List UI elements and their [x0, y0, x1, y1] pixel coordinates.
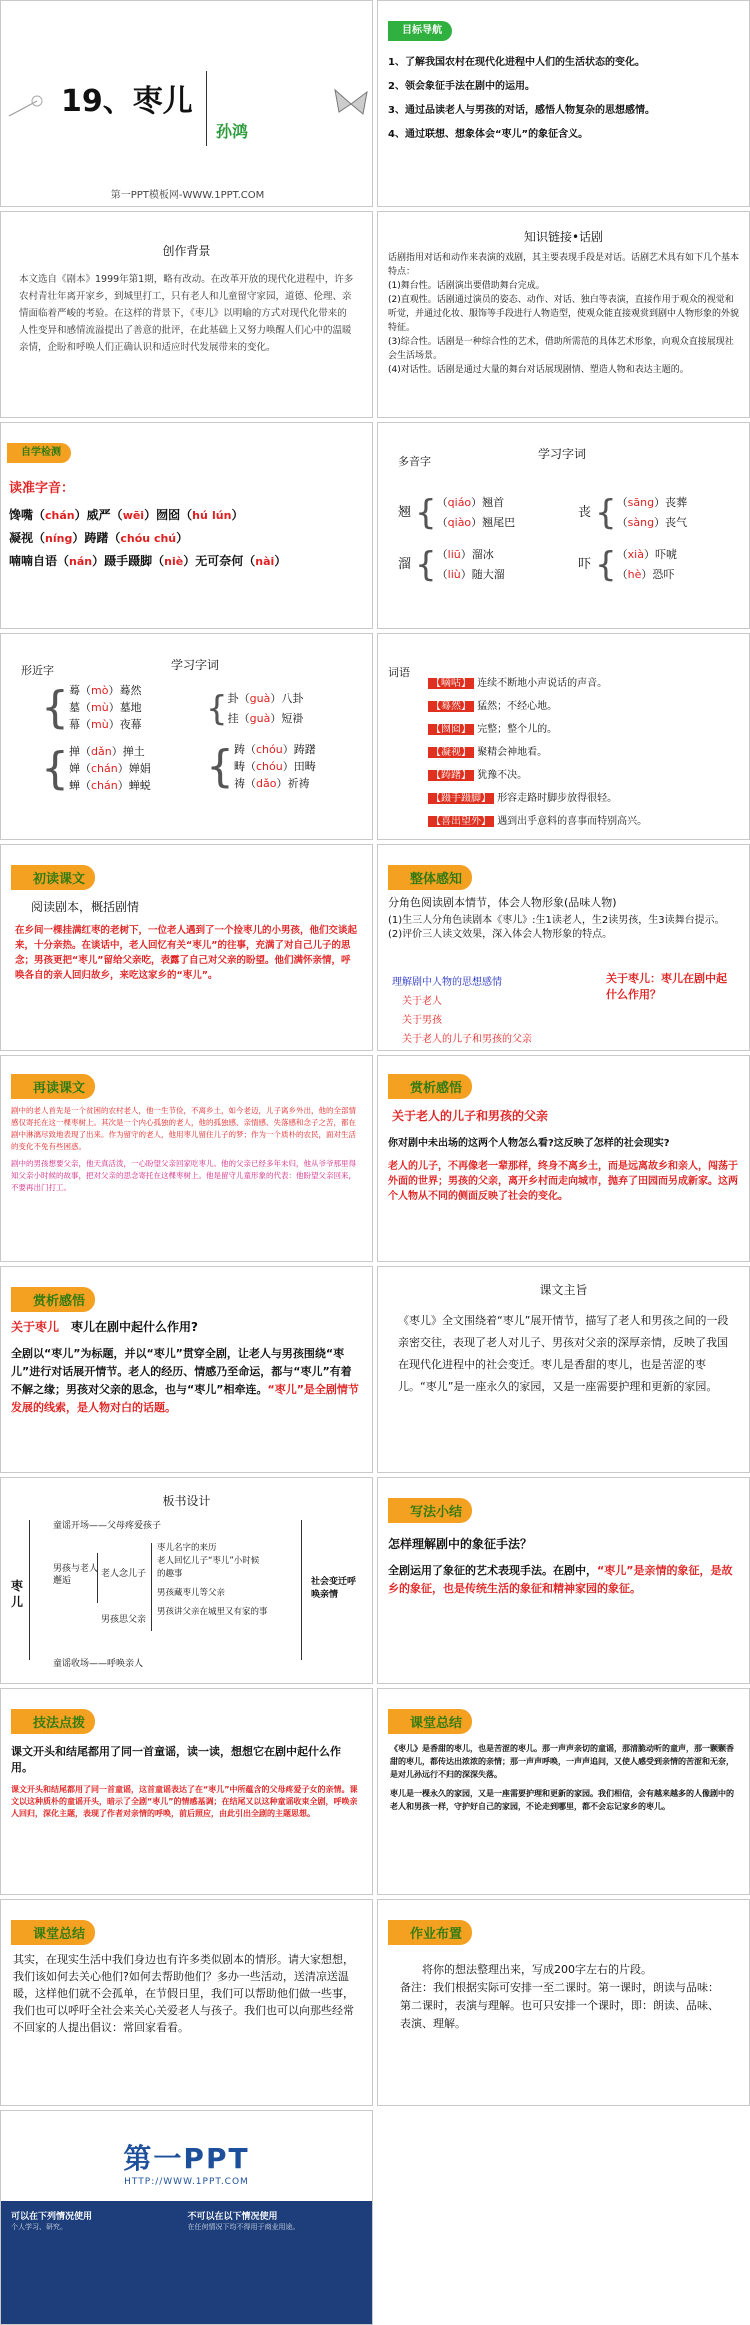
- slide-theme: [377, 1266, 750, 1473]
- jujube-answer: 全剧以“枣儿”为标题，并以“枣儿”贯穿全剧，让老人与男孩围绕“枣儿”进行对话展开情节。老人的经历、情感乃至命运，都与“枣儿”有着不解之缘；男孩对父亲的思念，也与“枣儿”相牵连。“枣儿”是全剧情节发展的线索，是人物对白的话题。: [11, 1347, 359, 1414]
- cannot-use-item: 在任何情况下均不得用于商业用途。: [187, 2223, 300, 2231]
- slide-footer-ppt: [0, 2110, 373, 2325]
- slide-second-reading: [0, 1055, 373, 1262]
- technique-answer: 课文开头和结尾都用了同一首童谣，这首童谣表达了在“枣儿”中所蕴含的父母疼爱子女的亲情。课文以这种质朴的童谣开头，暗示了全剧“枣儿”的情感基调；在结尾又以这种童谣收束全剧，呼唤亲人回归，深化主题，表现了作者对亲情的呼唤，前后照应，由此引出全剧的主题思想。: [11, 1785, 358, 1818]
- appreciation-question: 你对剧中未出场的这两个人物怎么看?这反映了怎样的社会现实?: [388, 1138, 670, 1149]
- second-reading-tag: 再读课文: [11, 1074, 95, 1099]
- word-meaning: 【嘀咕】 连续不断地小声说话的声音。: [428, 672, 647, 695]
- theme-title: 课文主旨: [539, 1283, 588, 1297]
- butterfly-icon: [331, 86, 371, 122]
- board-mid3: 男孩思父亲: [101, 1615, 147, 1625]
- poly-group: 翘 { （qiáo）翘首 （qiào）翘尾巴: [398, 493, 516, 533]
- poly-group: 溜 { （liū）溜冰 （liù）随大溜: [398, 545, 505, 585]
- appreciation-answer: 老人的儿子，不再像老一辈那样，终身不离乡土，而是远离故乡和亲人，闯荡于外面的世界；男孩的父亲，离开乡村而走向城市，抛弃了田园而另成新家。这两个人物从不同的侧面反映了社会的变化。: [388, 1161, 738, 1202]
- knowledge-intro: 话剧指用对话和动作来表演的戏剧，其主要表现手段是对话。话剧艺术具有如下几个基本特点：: [388, 253, 740, 277]
- slide-similar-chars: [0, 633, 373, 840]
- board-mid1: 男孩与老人邂逅: [53, 1564, 99, 1586]
- first-reading-tag: 初读课文: [11, 865, 95, 890]
- slide-drama-knowledge: [377, 211, 750, 418]
- goal-item: 3、通过品读老人与男孩的对话，感悟人物复杂的思想感情。: [388, 105, 655, 116]
- summary-para: 枣儿是一棵永久的家园，又是一座需要护理和更新的家园。我们相信，会有越来越多的人像剧中的老人和男孩一样，守护好自己的家园，不论走到哪里，都不会忘记家乡的枣儿。: [390, 1789, 734, 1811]
- slide-word-meanings: [377, 633, 750, 840]
- goal-item: 4、通过联想、想象体会“枣儿”的象征含义。: [388, 129, 589, 140]
- jujube-heading: 关于枣儿: [11, 1320, 60, 1334]
- char-group: { 蓦（mò）蓦然 墓（mù）墓地 幕（mù）夜幕: [41, 681, 142, 733]
- goals-tag: 目标导航: [388, 21, 452, 41]
- board-root: 枣儿: [11, 1579, 24, 1609]
- branch-jujube: 关于枣儿：枣儿在剧中起什么作用？: [606, 972, 727, 1001]
- goal-item: 1、了解我国农村在现代化进程中人们的生活状态的变化。: [388, 57, 645, 68]
- slide-goals: [377, 0, 750, 207]
- slide-background: [0, 211, 373, 418]
- slide-appreciation-1: [377, 1055, 750, 1262]
- can-use-title: 可以在下列情况使用: [11, 2212, 93, 2222]
- technique-tag: 技法点拨: [11, 1709, 95, 1734]
- goal-item: 2、领会象征手法在剧中的运用。: [388, 81, 535, 92]
- pronunciation-heading: 读准字音：: [9, 481, 75, 496]
- poly-group: 吓 { （xià）吓唬 （hè）恐吓: [578, 545, 677, 585]
- pinyin-row: 凝视（níng）踌躇（chóu chú）: [9, 531, 189, 545]
- ppt-url: HTTP://WWW.1PPT.COM: [124, 2177, 249, 2187]
- slide-appreciation-2: [0, 1266, 373, 1473]
- plot-summary: 在乡间一棵挂满红枣的老树下，一位老人遇到了一个捡枣儿的小男孩，他们交谈起来，十分亲热。在谈话中，老人回忆有关“枣儿”的往事，充满了对自己儿子的思念；男孩更把“枣儿”留给父亲吃，表露了自己对父亲的盼望。他们满怀亲情，呼唤各自的亲人回归故乡，来吃这家乡的“枣儿”。: [15, 925, 358, 981]
- board-leaf: 枣儿名字的来历: [157, 1543, 217, 1553]
- char-group: { 卦（guà）八卦 挂（guà）短褂: [206, 689, 304, 729]
- board-leaf: 老人回忆儿子“枣儿”小时候的趣事: [157, 1556, 260, 1579]
- polyphonic-label: 多音字: [398, 455, 431, 468]
- slide-technique: [0, 1688, 373, 1895]
- slide-polyphonic: [377, 422, 750, 629]
- overview-step: (2)评价三人读文效果，深入体会人物形象的特点。: [388, 929, 613, 940]
- pinyin-row: 馋嘴（chán）威严（wēi）囫囵（hú lún）: [9, 508, 244, 522]
- summary-para: 《枣儿》是香甜的枣儿，也是苦涩的枣儿。那一声声亲切的童谣，那清脆动听的童声，那一颗颗香甜的枣儿，都传达出浓浓的亲情；那一声声呼唤，一声声追问，又使人感受到亲情的苦涩和无奈，是对儿孙远行不归的深深失落。: [390, 1744, 734, 1779]
- slide-overview: [377, 844, 750, 1051]
- appreciation-tag: 赏析感悟: [11, 1287, 95, 1312]
- slide-blackboard: [0, 1477, 373, 1684]
- word-meaning: 【蓦然】 猛然；不经心地。: [428, 695, 647, 718]
- board-leaf: 男孩讲父亲在城里又有家的事: [157, 1607, 268, 1617]
- ppt-logo: 第一PPT: [123, 2142, 250, 2175]
- knowledge-point: (1)舞台性。话剧演出要借助舞台完成。: [388, 281, 545, 291]
- can-use-item: 个人学习、研究。: [11, 2223, 67, 2231]
- branch-old-man: 关于老人: [402, 996, 442, 1007]
- symbol-question: 怎样理解剧中的象征手法？: [388, 1537, 533, 1551]
- char-group: { 掸（dǎn）掸土 婵（chán）婵娟 蝉（chán）蝉蜕: [41, 742, 151, 794]
- background-title: 创作背景: [162, 244, 211, 258]
- boy-analysis: 剧中的男孩想要父亲，他天真活泼，一心盼望父亲回家吃枣儿。他的父亲已经多年未归，他从爷爷那里得知父亲小时候的故事，把对父亲的思念寄托在这棵枣树上。他是留守儿童形象的代表：他盼望父亲回来，不要再出门打工。: [11, 1159, 356, 1192]
- knowledge-point: (2)直观性。话剧通过演员的姿态、动作、对话、独白等表演，直接作用于观众的视觉和听觉，并通过化妆、服饰等手段进行人物造型，使观众能直接观赏到剧中人物形象的外貌特征。: [388, 295, 740, 333]
- slide-homework: [377, 1899, 750, 2106]
- char-group: { 踌（chóu）踌躇 畴（chóu）田畴 祷（dǎo）祈祷: [206, 740, 316, 792]
- board-leaf: 男孩藏枣儿等父亲: [157, 1588, 226, 1598]
- branch-boy: 关于男孩: [402, 1015, 442, 1026]
- word-meaning: 【凝视】 聚精会神地看。: [428, 741, 647, 764]
- technique-question: 课文开头和结尾都用了同一首童谣，读一读，想想它在剧中起什么作用。: [11, 1745, 341, 1774]
- appreciation-sub: 关于老人的儿子和男孩的父亲: [392, 1109, 549, 1123]
- similar-label: 形近字: [21, 664, 54, 677]
- vocab-title: 学习字词: [538, 447, 587, 461]
- dandelion-icon: [7, 91, 47, 121]
- summary-tag: 课堂总结: [388, 1709, 472, 1734]
- background-body: 本文选自《剧本》1999年第1期，略有改动。在改革开放的现代化进程中，许多农村青壮年离开家乡，到城里打工，只有老人和儿童留守家园，道德、伦理、亲情面临着严峻的考验。在这样的背景下，《枣儿》以明喻的方式对现代化带来的人性变异和感情流溢提出了善意的批评，在此基础上又努力唤醒人们心中的温暖亲情，企盼和呼唤人们正确认识和适应时代发展带来的变化。: [19, 274, 354, 353]
- branch-understand: 理解剧中人物的思想感情: [392, 977, 502, 988]
- board-right: 社会变迁呼唤亲情: [311, 1577, 357, 1600]
- self-test-tag: 自学检测: [7, 443, 71, 463]
- slide-blank: [377, 2110, 750, 2325]
- overview-tag: 整体感知: [388, 865, 472, 890]
- knowledge-point: (4)对话性。话剧是通过大量的舞台对话展现剧情、塑造人物和表达主题的。: [388, 365, 689, 375]
- word-meaning: 【囫囵】 完整；整个儿的。: [428, 718, 647, 741]
- appreciation-tag: 赏析感悟: [388, 1074, 472, 1099]
- theme-body: 《枣儿》全文围绕着“枣儿”展开情节，描写了老人和男孩之间的一段亲密交往，表现了老人对儿子、男孩对父亲的深厚亲情，反映了我国在现代化进程中的社会变迁。枣儿是香甜的枣儿，也是苦涩的枣儿。“枣儿”是一座永久的家园，又是一座需要护理和更新的家园。: [398, 1314, 729, 1393]
- jujube-question: 枣儿在剧中起什么作用?: [71, 1320, 198, 1334]
- slide-first-reading: [0, 844, 373, 1051]
- old-man-analysis: 剧中的老人首先是一个贫困的农村老人，他一生节俭，不离乡土，如今老迈，儿子离乡外出，他的全部情感仅寄托在这一棵枣树上。其次是一个内心孤独的老人，他的孤独感、亲情感、失落感和念子之苦，都在剧中淋漓尽致地表现了出来。作为留守的老人，他用枣儿留住儿子的梦；作为一个质朴的农民，面对生活的变化不免有些困惑。: [11, 1106, 356, 1151]
- poly-group: 丧 { （sāng）丧葬 （sàng）丧气: [578, 493, 688, 533]
- homework-tag: 作业布置: [388, 1920, 472, 1945]
- branch-son-father: 关于老人的儿子和男孩的父亲: [402, 1034, 532, 1045]
- board-mid2: 老人念儿子: [101, 1569, 147, 1579]
- word-meaning: 【喜出望外】 遇到出乎意料的喜事而特别高兴。: [428, 810, 647, 833]
- slide-self-test: [0, 422, 373, 629]
- first-reading-sub: 阅读剧本，概括剧情: [31, 900, 140, 914]
- blackboard-title: 板书设计: [162, 1494, 211, 1508]
- cannot-use-title: 不可以在以下情况使用: [187, 2212, 278, 2222]
- summary-tag: 课堂总结: [11, 1920, 95, 1945]
- author-name: 孙鸿: [216, 122, 249, 141]
- knowledge-title: 知识链接•话剧: [523, 230, 604, 244]
- homework-task: 将你的想法整理出来，写成200字左右的片段。: [422, 1963, 652, 1976]
- pinyin-row: 喃喃自语（nán）蹑手蹑脚（niè）无可奈何（nài）: [9, 554, 287, 568]
- board-top: 童谣开场——父母疼爱孩子: [53, 1521, 162, 1531]
- homework-note: 备注：我们根据实际可安排一至二课时。第一课时，朗读与品味：第二课时，表演与理解。也可只安排一个课时，即：朗读、品味、表演、理解。: [400, 1981, 719, 2030]
- summary-body: 其实，在现实生活中我们身边也有许多类似剧本的情形。请大家想想，我们该如何去关心他们?如何去帮助他们？多办一些活动，送清凉送温暖，这样他们就不会孤单，在节假日里，我们可以帮助他们做一些事，我们也可以呼吁全社会来关心关爱老人与孩子。我们也可以向那些经常不回家的人提出倡议：常回家看看。: [13, 1953, 354, 2034]
- writing-tag: 写法小结: [388, 1498, 472, 1523]
- slide-title: [0, 0, 373, 207]
- knowledge-point: (3)综合性。话剧是一种综合性的艺术，借助所需范的具体艺术形象，向观众直接展现社会生活场景。: [388, 337, 734, 361]
- overview-lead: 分角色阅读剧本情节，体会人物形象(品味人物): [388, 896, 617, 909]
- vocab-title: 学习字词: [171, 658, 220, 672]
- site-footer: 第一PPT模板网-WWW.1PPT.COM: [110, 190, 265, 201]
- word-meaning: 【蹑手蹑脚】 形容走路时脚步放得很轻。: [428, 787, 647, 810]
- slide-writing-summary: [377, 1477, 750, 1684]
- lesson-title: 19、枣儿: [61, 84, 193, 119]
- symbol-answer: 全剧运用了象征的艺术表现手法。在剧中，“枣儿”是亲情的象征，是故乡的象征，也是传统生活的象征和精神家园的象征。: [388, 1564, 733, 1595]
- word-meaning: 【踌躇】 犹豫不决。: [428, 764, 647, 787]
- overview-step: (1)生三人分角色读剧本《枣儿》:生1读老人，生2读男孩，生3读舞台提示。: [388, 915, 725, 926]
- slide-summary-2: [0, 1899, 373, 2106]
- words-label: 词语: [388, 666, 410, 679]
- slide-summary-1: [377, 1688, 750, 1895]
- board-bottom: 童谣收场——呼唤亲人: [53, 1659, 144, 1669]
